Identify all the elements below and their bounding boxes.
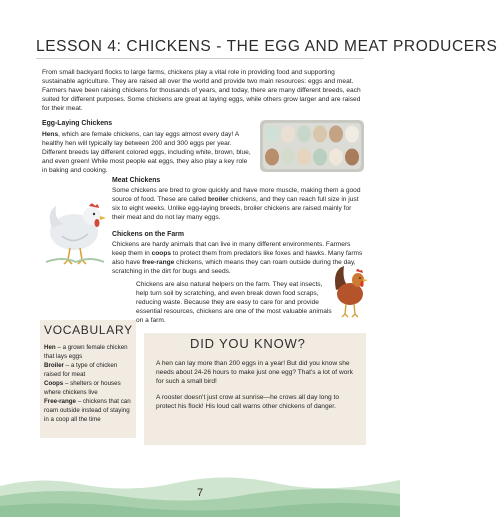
vocabulary-title: VOCABULARY — [44, 323, 133, 337]
farm-paragraph — [112, 240, 364, 276]
meat-chickens-paragraph — [112, 186, 364, 222]
meat-text-a: Some chickens are bred to grow quickly and have more muscle, making them a good source of food. These are called — [112, 187, 361, 203]
egg-laying-paragraph — [42, 130, 254, 175]
lesson-title: LESSON 4: CHICKENS - THE EGG AND MEAT PRODUCERS — [36, 38, 497, 55]
did-you-know-fact-1: A hen can lay more than 200 eggs in a year! But did you know she needs about 24-26 hours to make just one egg? That's a lot of work for such a small bird! — [156, 360, 353, 385]
vocab-definition: – a type of chicken raised for meat — [44, 362, 118, 378]
egg-laying-heading: Egg-Laying Chickens — [42, 120, 113, 127]
rooster-illustration — [332, 260, 370, 318]
egg-laying-text: , which are female chickens, can lay eggs almost every day! A healthy hen will typically lay between 200 and 300 eggs per year. Different breeds lay different colored eggs, including white, brown, blue, and even green! While most people eat eggs, they also play a key role in baking and cooking. — [42, 131, 251, 174]
did-you-know-title: DID YOU KNOW? — [190, 336, 306, 351]
coops-term: coops — [151, 250, 172, 257]
vocabulary-list — [44, 343, 134, 424]
vocab-term: Broiler — [44, 362, 64, 369]
broiler-term: broiler — [207, 196, 229, 203]
vocab-definition: – chickens that can roam outside instead of staying in a coop all the time — [44, 398, 131, 423]
farm-text-c: chickens, which means they can roam outside during the day, scratching in the dirt for bugs and seeds. — [112, 259, 356, 275]
vocab-term: Free-range — [44, 398, 76, 405]
hens-term: Hens — [42, 131, 59, 138]
page-number: 7 — [196, 487, 204, 499]
vocab-item — [44, 379, 134, 397]
farm-text-b: to protect them from predators like foxes and hawks. Many farms also have — [112, 250, 363, 266]
vocab-definition: – shelters or houses where chickens live — [44, 380, 121, 396]
did-you-know-fact-2: A rooster doesn't just crow at sunrise—he crows all day long to protect his flock! His loud call warns other chickens of danger. — [156, 394, 340, 410]
vocab-term: Coops — [44, 380, 64, 387]
farm-heading: Chickens on the Farm — [112, 231, 184, 238]
farm-text-a: Chickens are hardy animals that can live in many different environments. Farmers keep them in — [112, 241, 351, 257]
vocab-item — [44, 343, 134, 361]
white-hen-illustration — [42, 186, 110, 266]
vocab-term: Hen — [44, 344, 56, 351]
free-range-term: free-range — [142, 259, 175, 266]
intro-paragraph: From small backyard flocks to large farms, chickens play a vital role in providing food and supporting sustainable agriculture. They are raised all over the world and provide two main resources: eggs and meat. Farmers have been raising chickens for thousands of years, and today, there are many different breeds, each suited for different purposes. Some chickens are great at laying eggs, while others grow larger and are raised for their meat. — [42, 69, 361, 112]
meat-text-b: chickens, and they can reach full size in just six to eight weeks. Unlike egg-laying breeds, broiler chickens are raised mainly for their meat and do not lay many eggs. — [112, 196, 359, 221]
vocab-item — [44, 397, 134, 424]
vocab-definition: – a grown female chicken that lays eggs — [44, 344, 128, 360]
farm-helpers-paragraph: Chickens are also natural helpers on the farm. They eat insects, help turn soil by scratching, and even break down food scraps, reducing waste. Because they are easy to care for and provide essential resources, chickens are one of the most valuable animals on a farm. — [136, 281, 332, 324]
egg-carton-illustration — [260, 118, 364, 174]
meat-chickens-heading: Meat Chickens — [112, 177, 161, 184]
title-divider — [36, 58, 364, 59]
vocab-item — [44, 361, 134, 379]
